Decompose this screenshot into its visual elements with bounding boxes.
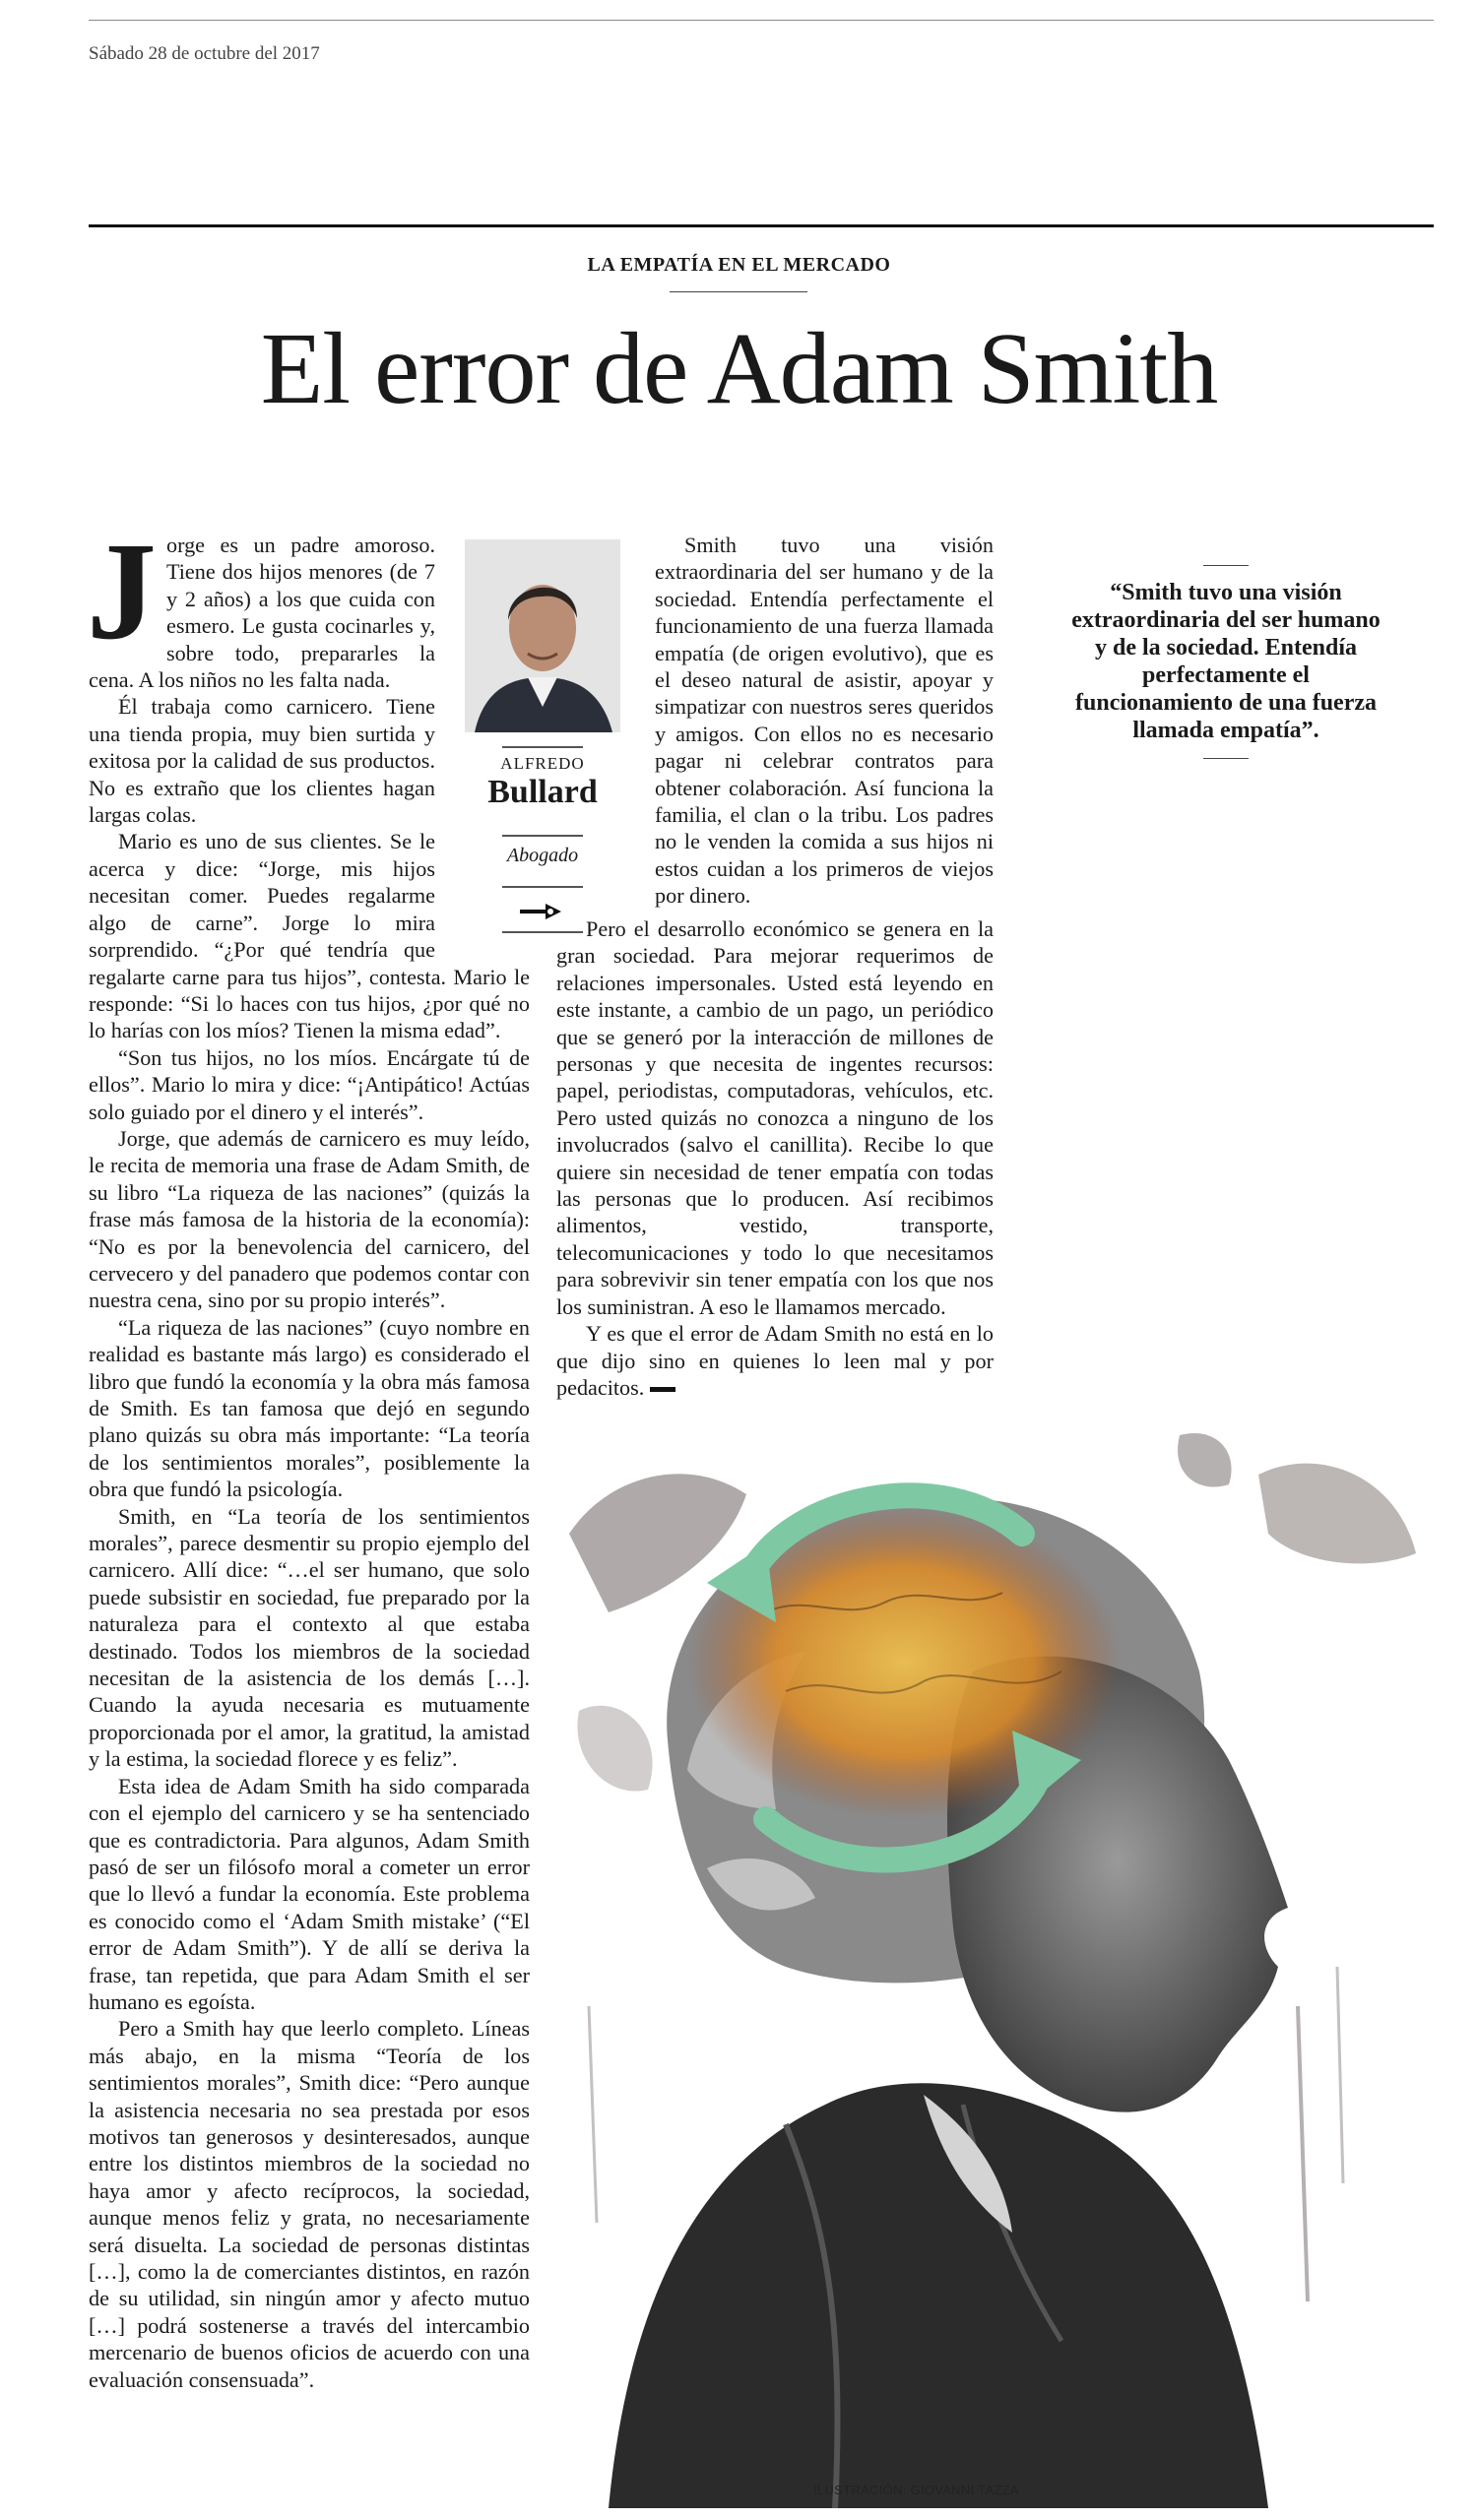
illustration-credit: ILUSTRACIÓN: GIOVANNI TAZZA <box>813 2483 1019 2497</box>
pullquote-rule <box>1203 565 1249 566</box>
author-firstname: ALFREDO <box>500 754 585 773</box>
paragraph: orge es un padre amoroso. Tiene dos hijos menores (de 7 y 2 años) a los que cuida con esmero. Le gusta cocinarles y, sobre todo, prepararles la cena. A los niños no les falta nada. <box>89 533 435 693</box>
header-rule <box>89 224 1434 227</box>
dropcap: J <box>87 513 157 668</box>
author-role: Abogado <box>506 845 579 866</box>
pullquote-rule <box>1203 758 1249 759</box>
author-lastname: Bullard <box>487 774 598 810</box>
end-mark <box>650 1387 675 1392</box>
adam-smith-illustration <box>549 1416 1436 2508</box>
closing-paragraph: Y es que el error de Adam Smith no está en lo que dijo sino en quienes lo leen mal y por pedacitos. <box>556 1321 994 1400</box>
paragraph: Pero a Smith hay que leerlo completo. Líneas más abajo, en la misma “Teoría de los sentimientos morales”, Smith dice: “Pero aunque la asistencia necesaria no sea prestada por esos motivos tan generosos y desinteresados, aunque entre los distintos miembros de la sociedad no haya amor y afecto recíprocos, la sociedad, aunque menos feliz y grata, no necesariamente será disuelta. La sociedad de personas distintas […], como la de comerciantes distintos, en razón de su utilidad, sin ningún amor y afecto mutuo […] podrá sostenerse a través del intercambio mercenario de buenos oficios de acuerdo con una evaluación consensuada”. <box>89 2016 530 2392</box>
paragraph: “La riqueza de las naciones” (cuyo nombre en realidad es bastante más largo) es considerado el libro que fundó la economía y la obra más famosa de Smith. Es tan famosa que dejó en segundo plano quizás su obra más importante: “La teoría de los sentimientos morales”, posiblemente la obra que fundó la psicología. <box>89 1314 530 1502</box>
author-rule <box>502 746 583 748</box>
author-rule <box>502 886 583 888</box>
paragraph: Mario es uno de sus clientes. Se le acerca y dice: “Jorge, mis hijos necesitan comer. Puedes regalarme algo de carne”. Jorge lo mira sorprendido. “¿Por qué tendría que regalarte carne para tus hijos”, contesta. Mario le responde: “Si lo haces con tus hijos, ¿por qué no lo harías con los míos? Tienen la misma edad”. <box>89 829 530 1043</box>
body-column-1 <box>87 513 530 2393</box>
dateline: Sábado 28 de octubre del 2017 <box>89 43 320 64</box>
paragraph: Él trabaja como carnicero. Tiene una tienda propia, muy bien surtida y exitosa por la calidad de sus productos. No es extraño que los clientes hagan largas colas. <box>89 694 435 828</box>
top-rule <box>89 20 1434 21</box>
paragraph: Esta idea de Adam Smith ha sido comparada con el ejemplo del carnicero y se ha sentenciado que es contradictoria. Para algunos, Adam Smith pasó de ser un filósofo moral a cometer un error que lo llevó a fundar la economía. Este problema es conocido como el ‘Adam Smith mistake’ (“El error de Adam Smith”). Y de allí se deriva la frase, tan repetida, que para Adam Smith el ser humano es egoísta. <box>89 1773 530 2014</box>
kicker: LA EMPATÍA EN EL MERCADO <box>587 254 891 276</box>
paragraph <box>556 1320 994 1401</box>
paragraph: Smith, en “La teoría de los sentimientos morales”, parece desmentir su propio ejemplo del carnicero. Allí dice: “…el ser humano, que solo puede subsistir en sociedad, fue preparado por la naturaleza para el contexto al que estaba destinado. Todos los miembros de la sociedad necesitan de la asistencia de los demás […]. Cuando la ayuda necesaria es mutuamente proporcionada por el amor, la gratitud, la amistad y la estima, la sociedad florece y es feliz”. <box>89 1503 530 1772</box>
author-portrait-icon <box>465 539 620 732</box>
kicker-rule <box>670 291 807 292</box>
paragraph: Pero el desarrollo económico se genera en la gran sociedad. Para mejorar requerimos de relaciones impersonales. Usted está leyendo en este instante, a cambio de un pago, un periódico que se generó por la interacción de millones de personas y que necesita de ingentes recursos: papel, periodistas, computadoras, vehículos, etc. Pero usted quizás no conozca a ninguno de los involucrados (salvo el canillita). Recibe lo que quiere sin necesidad de tener empatía con todas las personas que lo producen. Así recibimos alimentos, vestido, transporte, telecomunicaciones y todo lo que necesitamos para sobrevivir sin tener empatía con los que nos los suministran. A eso le llamamos mercado. <box>556 916 994 1319</box>
paragraph: “Son tus hijos, no los míos. Encárgate tú de ellos”. Mario lo mira y dice: “¡Antipático! Actúas solo guiado por el dinero y el interés”. <box>89 1044 530 1124</box>
author-rule <box>502 835 583 837</box>
author-photo <box>465 539 620 732</box>
pen-nib-icon <box>518 900 567 923</box>
body-column-2 <box>655 532 994 910</box>
paragraph: Smith tuvo una visión extraordinaria del ser humano y de la sociedad. Entendía perfectamente el funcionamiento de una fuerza llamada empatía (de origen evolutivo), que es el deseo natural de asistir, apoyar y simpatizar con nuestros seres queridos y amigos. Con ellos no es necesario pagar ni celebrar contratos para obtener colaboración. Así funciona la familia, el clan o la tribu. Los padres no le venden la comida a sus hijos ni estos cuidan a los primeros de viejos por dinero. <box>655 533 994 909</box>
body-column-2-continued <box>556 915 994 1401</box>
paragraph: Jorge, que además de carnicero es muy leído, le recita de memoria una frase de Adam Smith, de su libro “La riqueza de las naciones” (quizás la frase más famosa de la historia de la economía): “No es por la benevolencia del carnicero, del cervecero y del panadero que podemos contar con nuestra cena, sino por su propio interés”. <box>89 1125 530 1313</box>
pullquote: “Smith tuvo una visión extraordinaria del ser humano y de la sociedad. Entendía perfectamente el funcionamiento de una fuerza llamada empatía”. <box>1071 580 1381 743</box>
author-rule <box>502 931 583 933</box>
headline: El error de Adam Smith <box>260 312 1218 425</box>
